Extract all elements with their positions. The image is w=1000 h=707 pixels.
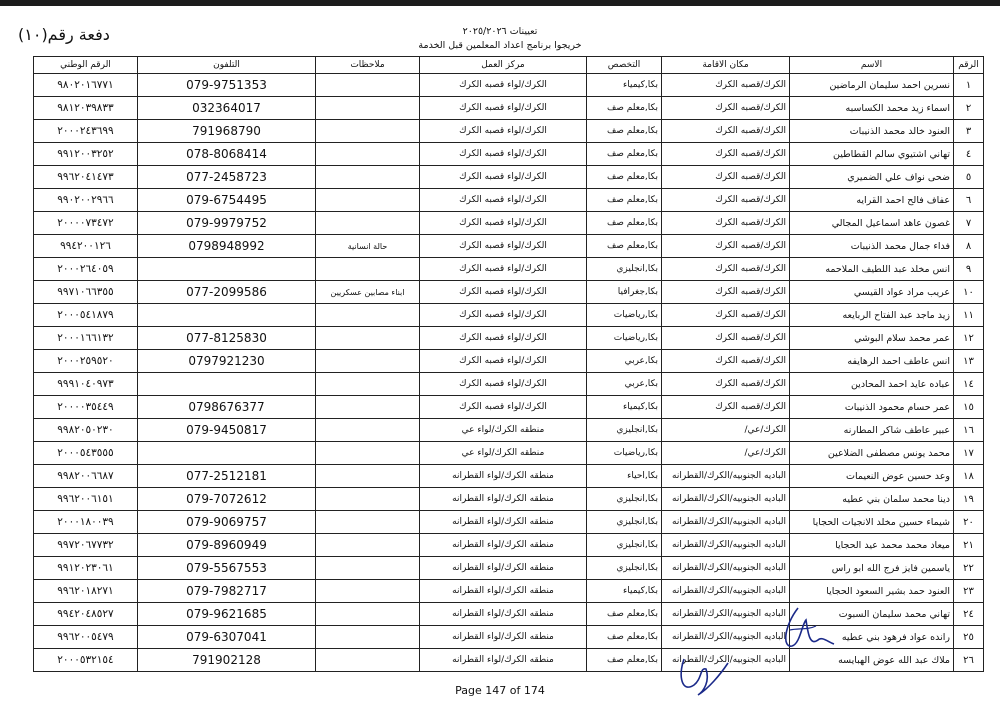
table-row xyxy=(34,396,984,419)
cell-num: ١٣ xyxy=(954,350,984,373)
table-row xyxy=(34,488,984,511)
cell-notes xyxy=(316,373,420,396)
cell-specialization: بكا,انجليزي xyxy=(587,258,662,281)
col-header-specialization: التخصص xyxy=(587,57,662,74)
cell-phone: 079-9621685 xyxy=(138,603,316,626)
cell-phone: 079-9751353 xyxy=(138,74,316,97)
table-row xyxy=(34,534,984,557)
cell-num: ١١ xyxy=(954,304,984,327)
cell-specialization: بكا,معلم صف xyxy=(587,143,662,166)
cell-residence: الباديه الجنوبيه/الكرك/القطرانه xyxy=(662,488,790,511)
cell-phone: 079-8960949 xyxy=(138,534,316,557)
cell-specialization: بكا,رياضيات xyxy=(587,327,662,350)
cell-name: ياسمين فايز فرج الله ابو راس xyxy=(790,557,954,580)
cell-specialization: بكا,معلم صف xyxy=(587,603,662,626)
cell-national-id: ٢٠٠٠٢٦٤٠٥٩ xyxy=(34,258,138,281)
cell-work-center: منطقه الكرك/لواء عي xyxy=(420,442,587,465)
cell-name: عفاف فالح احمد القرايه xyxy=(790,189,954,212)
cell-name: نسرين احمد سليمان الرماضين xyxy=(790,74,954,97)
table-row xyxy=(34,74,984,97)
cell-national-id: ٢٠٠٠١٦٦١٣٢ xyxy=(34,327,138,350)
cell-num: ١٢ xyxy=(954,327,984,350)
cell-notes xyxy=(316,74,420,97)
cell-national-id: ٩٩٦٢٠١٨٢٧١ xyxy=(34,580,138,603)
cell-notes xyxy=(316,511,420,534)
col-header-residence: مكان الاقامة xyxy=(662,57,790,74)
cell-residence: الكرك/عي/ xyxy=(662,419,790,442)
cell-phone: 0798948992 xyxy=(138,235,316,258)
table-row xyxy=(34,350,984,373)
header-row xyxy=(34,57,984,74)
cell-national-id: ٩٩١٢٠٠٣٢٥٢ xyxy=(34,143,138,166)
cell-phone xyxy=(138,258,316,281)
cell-phone: 079-5567553 xyxy=(138,557,316,580)
cell-residence: الكرك/قصبه الكرك xyxy=(662,304,790,327)
cell-num: ١٩ xyxy=(954,488,984,511)
cell-national-id: ٩٩٨٢٠٠٦٦٨٧ xyxy=(34,465,138,488)
cell-phone: 079-9069757 xyxy=(138,511,316,534)
cell-name: عمر حسام محمود الذنيبات xyxy=(790,396,954,419)
cell-work-center: الكرك/لواء قصبه الكرك xyxy=(420,235,587,258)
cell-residence: الباديه الجنوبيه/الكرك/القطرانه xyxy=(662,534,790,557)
cell-national-id: ٩٩١٢٠٢٣٠٦١ xyxy=(34,557,138,580)
cell-specialization: بكا,عربي xyxy=(587,373,662,396)
cell-work-center: الكرك/لواء قصبه الكرك xyxy=(420,396,587,419)
cell-name: ملاك عبد الله عوض الهبايسه xyxy=(790,649,954,672)
table-row xyxy=(34,603,984,626)
cell-work-center: الكرك/لواء قصبه الكرك xyxy=(420,166,587,189)
cell-phone: 079-7982717 xyxy=(138,580,316,603)
cell-residence: الكرك/قصبه الكرك xyxy=(662,396,790,419)
cell-name: شيماء حسين مخلد الانجيات الحجايا xyxy=(790,511,954,534)
cell-residence: الكرك/قصبه الكرك xyxy=(662,120,790,143)
cell-national-id: ٩٩٦٢٠٠٥٤٧٩ xyxy=(34,626,138,649)
table-row xyxy=(34,235,984,258)
cell-num: ٢٣ xyxy=(954,580,984,603)
cell-notes xyxy=(316,488,420,511)
cell-name: دينا محمد سلمان بني عطيه xyxy=(790,488,954,511)
cell-num: ١٧ xyxy=(954,442,984,465)
cell-num: ٦ xyxy=(954,189,984,212)
cell-specialization: بكا,كيمياء xyxy=(587,74,662,97)
cell-notes xyxy=(316,626,420,649)
table-row xyxy=(34,258,984,281)
cell-phone: 791968790 xyxy=(138,120,316,143)
cell-specialization: بكا,كيمياء xyxy=(587,396,662,419)
cell-specialization: بكا,معلم صف xyxy=(587,235,662,258)
cell-national-id: ٩٩٧١٠٦٦٣٥٥ xyxy=(34,281,138,304)
cell-phone: 079-6754495 xyxy=(138,189,316,212)
cell-work-center: الكرك/لواء قصبه الكرك xyxy=(420,258,587,281)
cell-national-id: ٩٩٨٢٠٥٠٢٣٠ xyxy=(34,419,138,442)
table-row xyxy=(34,166,984,189)
cell-residence: الكرك/قصبه الكرك xyxy=(662,212,790,235)
cell-national-id: ٩٩٦٢٠٤١٤٧٣ xyxy=(34,166,138,189)
cell-specialization: بكا,انجليزي xyxy=(587,534,662,557)
cell-work-center: الكرك/لواء قصبه الكرك xyxy=(420,120,587,143)
cell-name: عمر محمد سلام البوشي xyxy=(790,327,954,350)
cell-notes xyxy=(316,580,420,603)
col-header-name: الاسم xyxy=(790,57,954,74)
cell-phone: 079-6307041 xyxy=(138,626,316,649)
cell-name: تهاني اشتيوي سالم القطاطين xyxy=(790,143,954,166)
col-header-num: الرقم xyxy=(954,57,984,74)
cell-residence: الكرك/قصبه الكرك xyxy=(662,350,790,373)
cell-residence: الكرك/قصبه الكرك xyxy=(662,189,790,212)
cell-specialization: بكا,معلم صف xyxy=(587,189,662,212)
cell-notes xyxy=(316,327,420,350)
cell-work-center: منطقه الكرك/لواء القطرانه xyxy=(420,649,587,672)
cell-specialization: بكا,معلم صف xyxy=(587,649,662,672)
cell-name: عبير عاطف شاكر المطارنه xyxy=(790,419,954,442)
batch-number: دفعة رقم(١٠) xyxy=(18,25,110,44)
cell-phone: 079-9979752 xyxy=(138,212,316,235)
table-row xyxy=(34,626,984,649)
cell-specialization: بكا,انجليزي xyxy=(587,511,662,534)
cell-work-center: الكرك/لواء قصبه الكرك xyxy=(420,281,587,304)
cell-num: ١٠ xyxy=(954,281,984,304)
cell-phone: 079-7072612 xyxy=(138,488,316,511)
col-header-work-center: مركز العمل xyxy=(420,57,587,74)
cell-work-center: الكرك/لواء قصبه الكرك xyxy=(420,74,587,97)
table-row xyxy=(34,465,984,488)
document-subtitle: خريجوا برنامج اعداد المعلمين قبل الخدمة xyxy=(418,40,582,51)
cell-num: ١٤ xyxy=(954,373,984,396)
cell-specialization: بكا,احياء xyxy=(587,465,662,488)
cell-phone: 0798676377 xyxy=(138,396,316,419)
cell-residence: الكرك/قصبه الكرك xyxy=(662,97,790,120)
cell-residence: الباديه الجنوبيه/الكرك/القطرانه xyxy=(662,511,790,534)
cell-name: رانده عواد فرهود بني عطيه xyxy=(790,626,954,649)
col-header-national-id: الرقم الوطني xyxy=(34,57,138,74)
cell-residence: الكرك/عي/ xyxy=(662,442,790,465)
cell-specialization: بكا,معلم صف xyxy=(587,166,662,189)
cell-phone: 791902128 xyxy=(138,649,316,672)
cell-residence: الكرك/قصبه الكرك xyxy=(662,235,790,258)
cell-work-center: الكرك/لواء قصبه الكرك xyxy=(420,327,587,350)
cell-notes xyxy=(316,120,420,143)
table-row xyxy=(34,442,984,465)
cell-residence: الكرك/قصبه الكرك xyxy=(662,74,790,97)
cell-specialization: بكا,كيمياء xyxy=(587,580,662,603)
cell-work-center: الكرك/لواء قصبه الكرك xyxy=(420,373,587,396)
cell-name: وعد حسين عوض النعيمات xyxy=(790,465,954,488)
cell-specialization: بكا,انجليزي xyxy=(587,419,662,442)
cell-phone xyxy=(138,373,316,396)
cell-national-id: ٢٠٠٠٠٣٥٤٤٩ xyxy=(34,396,138,419)
cell-notes: ابناء مصابين عسكريين xyxy=(316,281,420,304)
cell-national-id: ٢٠٠٠٠٧٣٤٧٢ xyxy=(34,212,138,235)
cell-notes xyxy=(316,212,420,235)
cell-specialization: بكا,عربي xyxy=(587,350,662,373)
cell-notes xyxy=(316,97,420,120)
cell-national-id: ٢٠٠٠٥٤١٨٧٩ xyxy=(34,304,138,327)
cell-notes xyxy=(316,396,420,419)
cell-notes xyxy=(316,557,420,580)
cell-num: ٢٠ xyxy=(954,511,984,534)
cell-national-id: ٢٠٠٠٥٣٢١٥٤ xyxy=(34,649,138,672)
cell-num: ١٥ xyxy=(954,396,984,419)
cell-work-center: منطقه الكرك/لواء القطرانه xyxy=(420,465,587,488)
table-row xyxy=(34,580,984,603)
cell-name: تهاني محمد سليمان السبوت xyxy=(790,603,954,626)
cell-work-center: الكرك/لواء قصبه الكرك xyxy=(420,97,587,120)
cell-national-id: ٩٩٤٢٠٤٨٥٢٧ xyxy=(34,603,138,626)
cell-residence: الباديه الجنوبيه/الكرك/القطرانه xyxy=(662,626,790,649)
cell-name: محمد يونس مصطفى الضلاعين xyxy=(790,442,954,465)
cell-specialization: بكا,معلم صف xyxy=(587,120,662,143)
cell-national-id: ٢٠٠٠٥٤٣٥٥٥ xyxy=(34,442,138,465)
table-row xyxy=(34,212,984,235)
cell-residence: الكرك/قصبه الكرك xyxy=(662,373,790,396)
cell-work-center: الكرك/لواء قصبه الكرك xyxy=(420,212,587,235)
table-row xyxy=(34,419,984,442)
cell-notes xyxy=(316,189,420,212)
appointments-table xyxy=(33,56,984,672)
table-row xyxy=(34,557,984,580)
cell-phone xyxy=(138,304,316,327)
cell-notes xyxy=(316,166,420,189)
cell-national-id: ٩٩٦٢٠٠٦١٥١ xyxy=(34,488,138,511)
cell-national-id: ٩٨٠٢٠١٦٧٧١ xyxy=(34,74,138,97)
cell-num: ٣ xyxy=(954,120,984,143)
cell-num: ٧ xyxy=(954,212,984,235)
cell-num: ٢١ xyxy=(954,534,984,557)
table-row xyxy=(34,304,984,327)
cell-work-center: منطقه الكرك/لواء القطرانه xyxy=(420,557,587,580)
cell-national-id: ٩٩٧٢٠٦٧٧٣٢ xyxy=(34,534,138,557)
cell-name: انس مخلد عبد اللطيف الملاحمه xyxy=(790,258,954,281)
cell-name: زيد ماجد عبد الفتاح الربايعه xyxy=(790,304,954,327)
cell-num: ٢٢ xyxy=(954,557,984,580)
cell-name: ميعاد محمد محمد عيد الحجايا xyxy=(790,534,954,557)
cell-phone: 078-8068414 xyxy=(138,143,316,166)
cell-work-center: منطقه الكرك/لواء القطرانه xyxy=(420,488,587,511)
cell-work-center: منطقه الكرك/لواء القطرانه xyxy=(420,511,587,534)
cell-name: انس عاطف احمد الرهايفه xyxy=(790,350,954,373)
cell-specialization: بكا,رياضيات xyxy=(587,304,662,327)
cell-num: ١ xyxy=(954,74,984,97)
cell-name: فداء جمال محمد الذنيبات xyxy=(790,235,954,258)
cell-name: عباده عايد احمد المحادين xyxy=(790,373,954,396)
cell-notes xyxy=(316,465,420,488)
top-scan-bar xyxy=(0,0,1000,6)
cell-residence: الكرك/قصبه الكرك xyxy=(662,327,790,350)
table-row xyxy=(34,327,984,350)
cell-work-center: الكرك/لواء قصبه الكرك xyxy=(420,189,587,212)
cell-num: ٢٤ xyxy=(954,603,984,626)
cell-work-center: الكرك/لواء قصبه الكرك xyxy=(420,143,587,166)
cell-work-center: منطقه الكرك/لواء عي xyxy=(420,419,587,442)
cell-notes xyxy=(316,419,420,442)
page-number: Page 147 of 174 xyxy=(455,684,545,697)
cell-work-center: الكرك/لواء قصبه الكرك xyxy=(420,350,587,373)
cell-residence: الباديه الجنوبيه/الكرك/القطرانه xyxy=(662,603,790,626)
cell-national-id: ٩٩٩١٠٤٠٩٧٣ xyxy=(34,373,138,396)
cell-phone: 077-2458723 xyxy=(138,166,316,189)
cell-notes xyxy=(316,442,420,465)
cell-phone: 032364017 xyxy=(138,97,316,120)
cell-name: العنود خالد محمد الذنيبات xyxy=(790,120,954,143)
cell-work-center: الكرك/لواء قصبه الكرك xyxy=(420,304,587,327)
cell-residence: الكرك/قصبه الكرك xyxy=(662,281,790,304)
cell-national-id: ٩٩٠٢٠٠٢٩٦٦ xyxy=(34,189,138,212)
cell-notes: حالة انسانية xyxy=(316,235,420,258)
cell-notes xyxy=(316,350,420,373)
cell-notes xyxy=(316,534,420,557)
cell-national-id: ٩٨١٢٠٣٩٨٣٣ xyxy=(34,97,138,120)
cell-specialization: بكا,معلم صف xyxy=(587,626,662,649)
col-header-notes: ملاحظات xyxy=(316,57,420,74)
document-title: تعيينات ٢٠٢٥/٢٠٢٦ xyxy=(462,26,538,37)
cell-residence: الباديه الجنوبيه/الكرك/القطرانه xyxy=(662,465,790,488)
cell-specialization: بكا,رياضيات xyxy=(587,442,662,465)
cell-phone: 077-8125830 xyxy=(138,327,316,350)
cell-phone: 079-9450817 xyxy=(138,419,316,442)
cell-num: ٢٦ xyxy=(954,649,984,672)
cell-num: ٢٥ xyxy=(954,626,984,649)
cell-residence: الكرك/قصبه الكرك xyxy=(662,166,790,189)
cell-specialization: بكا,جغرافيا xyxy=(587,281,662,304)
cell-residence: الباديه الجنوبيه/الكرك/القطرانه xyxy=(662,557,790,580)
cell-notes xyxy=(316,603,420,626)
cell-phone: 077-2512181 xyxy=(138,465,316,488)
cell-notes xyxy=(316,143,420,166)
cell-name: ضحى نواف علي الضميري xyxy=(790,166,954,189)
cell-name: العنود حمد بشير السعود الحجايا xyxy=(790,580,954,603)
cell-notes xyxy=(316,649,420,672)
col-header-phone: التلفون xyxy=(138,57,316,74)
cell-residence: الكرك/قصبه الكرك xyxy=(662,258,790,281)
cell-residence: الباديه الجنوبيه/الكرك/القطرانه xyxy=(662,580,790,603)
cell-national-id: ٢٠٠٠١٨٠٠٣٩ xyxy=(34,511,138,534)
cell-specialization: بكا,معلم صف xyxy=(587,212,662,235)
cell-specialization: بكا,معلم صف xyxy=(587,97,662,120)
table-row xyxy=(34,143,984,166)
cell-name: غصون عاهد اسماعيل المجالي xyxy=(790,212,954,235)
cell-phone: 077-2099586 xyxy=(138,281,316,304)
cell-residence: الباديه الجنوبيه/الكرك/القطرانه xyxy=(662,649,790,672)
cell-work-center: منطقه الكرك/لواء القطرانه xyxy=(420,580,587,603)
cell-num: ٨ xyxy=(954,235,984,258)
table-row xyxy=(34,373,984,396)
cell-name: اسماء زيد محمد الكساسبه xyxy=(790,97,954,120)
cell-num: ٥ xyxy=(954,166,984,189)
signature-mark-right xyxy=(778,600,838,660)
cell-num: ٢ xyxy=(954,97,984,120)
cell-notes xyxy=(316,304,420,327)
cell-num: ٤ xyxy=(954,143,984,166)
cell-work-center: منطقه الكرك/لواء القطرانه xyxy=(420,626,587,649)
signature-mark-bottom xyxy=(676,655,732,699)
cell-work-center: منطقه الكرك/لواء القطرانه xyxy=(420,534,587,557)
cell-national-id: ٢٠٠٠٢٥٩٥٢٠ xyxy=(34,350,138,373)
cell-phone: 0797921230 xyxy=(138,350,316,373)
cell-national-id: ٢٠٠٠٢٤٣٦٩٩ xyxy=(34,120,138,143)
table-row xyxy=(34,281,984,304)
cell-num: ١٦ xyxy=(954,419,984,442)
table-row xyxy=(34,120,984,143)
table-row xyxy=(34,511,984,534)
cell-notes xyxy=(316,258,420,281)
cell-specialization: بكا,انجليزي xyxy=(587,488,662,511)
cell-specialization: بكا,انجليزي xyxy=(587,557,662,580)
cell-work-center: منطقه الكرك/لواء القطرانه xyxy=(420,603,587,626)
cell-num: ٩ xyxy=(954,258,984,281)
cell-residence: الكرك/قصبه الكرك xyxy=(662,143,790,166)
cell-phone xyxy=(138,442,316,465)
cell-national-id: ٩٩٤٢٠٠١٢٦ xyxy=(34,235,138,258)
cell-name: عريب مراد عواد القيسي xyxy=(790,281,954,304)
cell-num: ١٨ xyxy=(954,465,984,488)
table-row xyxy=(34,189,984,212)
table-row xyxy=(34,649,984,672)
table-row xyxy=(34,97,984,120)
